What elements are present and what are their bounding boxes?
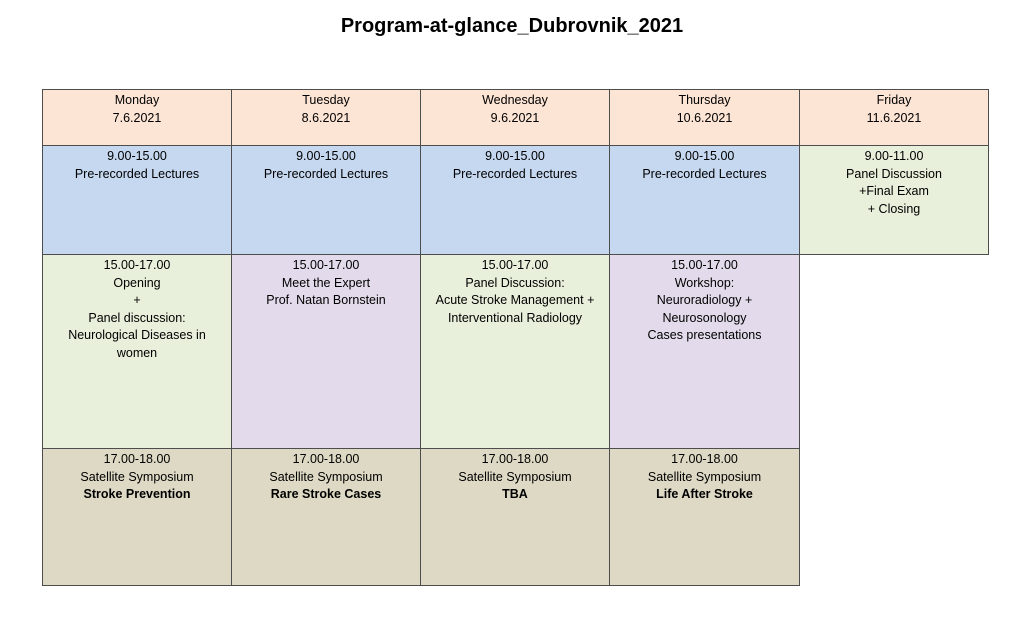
- session-monday-morning: [42, 145, 232, 255]
- session-title: Prof. Natan Bornstein: [266, 293, 386, 307]
- day-date: 8.6.2021: [301, 110, 351, 125]
- day-header-wednesday: [420, 89, 610, 146]
- session-time: 15.00-17.00: [671, 258, 738, 272]
- session-time: 9.00-11.00: [864, 149, 924, 163]
- day-header-tuesday: [231, 89, 421, 146]
- session-monday-afternoon: [42, 254, 232, 449]
- day-name: Friday: [876, 93, 912, 107]
- session-title: Panel Discussion:: [465, 275, 565, 290]
- session-time: 17.00-18.00: [292, 452, 360, 466]
- session-title: Pre-recorded Lectures: [642, 166, 767, 181]
- session-thursday-morning: [609, 145, 800, 255]
- day-header-monday: [42, 89, 232, 146]
- session-monday-evening: [42, 448, 232, 586]
- session-title: Neurological Diseases in: [68, 328, 206, 342]
- session-type: Satellite Symposium: [80, 469, 194, 484]
- session-time: 17.00-18.00: [103, 452, 171, 466]
- day-header-thursday: [609, 89, 800, 146]
- session-time: 9.00-15.00: [107, 149, 167, 163]
- session-type: Satellite Symposium: [458, 469, 572, 484]
- day-date: 7.6.2021: [112, 110, 162, 125]
- page-title: Program-at-glance_Dubrovnik_2021: [340, 15, 684, 37]
- session-time: 15.00-17.00: [103, 258, 171, 272]
- session-title: Pre-recorded Lectures: [263, 166, 389, 181]
- session-wednesday-morning: [420, 145, 610, 255]
- session-tuesday-evening: [231, 448, 421, 586]
- session-topic: Life After Stroke: [656, 487, 753, 501]
- session-thursday-afternoon: [609, 254, 800, 449]
- session-tuesday-morning: [231, 145, 421, 255]
- session-tuesday-afternoon: [231, 254, 421, 449]
- session-thursday-evening: [609, 448, 800, 586]
- session-type: Satellite Symposium: [269, 469, 383, 484]
- day-name: Monday: [114, 93, 160, 107]
- day-date: 11.6.2021: [866, 110, 922, 125]
- session-title: Pre-recorded Lectures: [74, 166, 200, 181]
- session-friday-morning: [799, 145, 989, 255]
- session-title: Panel discussion:: [88, 310, 186, 325]
- session-title: Opening: [113, 275, 161, 290]
- session-title: Neurosonology: [662, 310, 747, 325]
- session-title: Neuroradiology +: [656, 293, 753, 307]
- day-date: 9.6.2021: [490, 110, 540, 125]
- session-topic: TBA: [502, 487, 528, 501]
- day-date: 10.6.2021: [676, 110, 733, 125]
- session-topic: Stroke Prevention: [83, 487, 191, 501]
- session-time: 9.00-15.00: [296, 149, 356, 163]
- session-time: 17.00-18.00: [671, 452, 738, 466]
- session-title: Pre-recorded Lectures: [452, 166, 578, 181]
- session-time: 9.00-15.00: [674, 149, 735, 163]
- session-time: 15.00-17.00: [481, 258, 549, 272]
- session-type: Satellite Symposium: [647, 469, 762, 484]
- session-title: Acute Stroke Management +: [435, 293, 595, 307]
- session-title: +: [133, 293, 141, 307]
- session-wednesday-evening: [420, 448, 610, 586]
- session-title: +Final Exam: [859, 184, 929, 198]
- session-title: Workshop:: [674, 275, 735, 290]
- session-topic: Rare Stroke Cases: [270, 487, 382, 501]
- session-time: 15.00-17.00: [292, 258, 360, 272]
- session-wednesday-afternoon: [420, 254, 610, 449]
- session-time: 17.00-18.00: [481, 452, 549, 466]
- day-name: Tuesday: [302, 93, 350, 107]
- session-title: Cases presentations: [647, 328, 762, 342]
- day-header-friday: [799, 89, 989, 146]
- day-name: Thursday: [678, 93, 731, 107]
- session-time: 9.00-15.00: [485, 149, 545, 163]
- session-title: + Closing: [867, 201, 921, 216]
- day-name: Wednesday: [482, 93, 548, 107]
- program-table: [42, 89, 989, 586]
- session-title: women: [116, 345, 158, 360]
- session-title: Panel Discussion: [846, 166, 942, 181]
- session-title: Interventional Radiology: [447, 310, 583, 325]
- session-title: Meet the Expert: [281, 275, 371, 290]
